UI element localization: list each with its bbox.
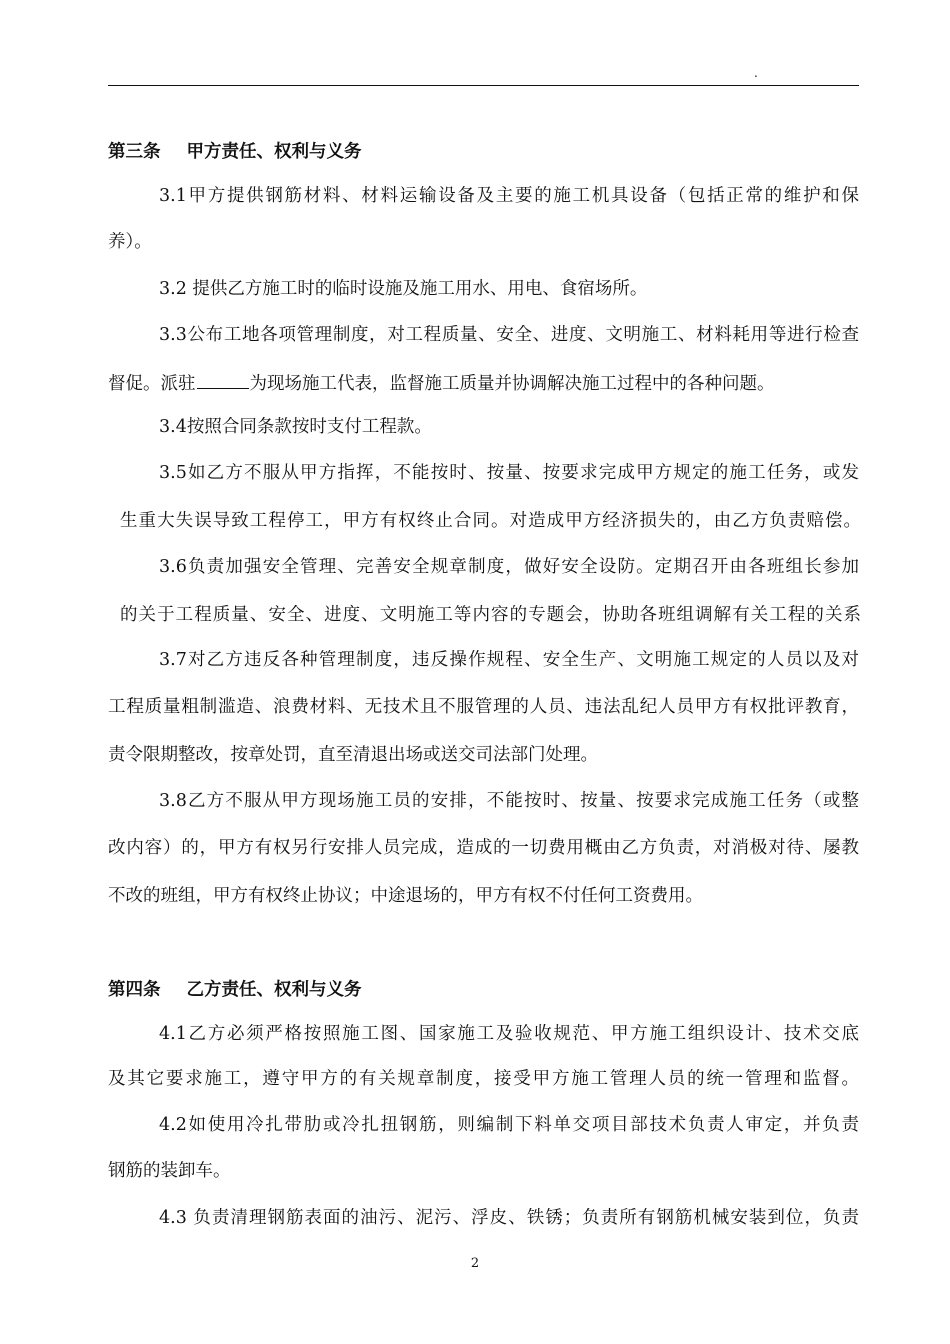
paragraph-3-3-line-1: 3.3公布工地各项管理制度，对工程质量、安全、进度、文明施工、材料耗用等进行检查 [159, 325, 859, 345]
paragraph-3-2: 3.2 提供乙方施工时的临时设施及施工用水、用电、食宿场所。 [159, 279, 648, 299]
paragraph-4-1-line-2: 及其它要求施工，遵守甲方的有关规章制度，接受甲方施工管理人员的统一管理和监督。 [108, 1069, 859, 1089]
section3-heading-number: 第三条 [108, 142, 161, 162]
paragraph-3-4: 3.4按照合同条款按时支付工程款。 [159, 417, 432, 437]
section3-heading [108, 139, 868, 165]
section4-heading-number: 第四条 [108, 980, 161, 1000]
paragraph-3-3-text-b: 为现场施工代表，监督施工质量并协调解决施工过程中的各种问题。 [249, 374, 775, 394]
section4-heading-text: 乙方责任、权利与义务 [186, 980, 362, 1000]
paragraph-3-6-line-1: 3.6负责加强安全管理、完善安全规章制度，做好安全设防。定期召开由各班组长参加 [159, 557, 859, 577]
paragraph-3-5-line-2: 生重大失误导致工程停工，甲方有权终止合同。对造成甲方经济损失的，由乙方负责赔偿。 [120, 511, 861, 531]
paragraph-3-8-line-3: 不改的班组，甲方有权终止协议；中途退场的，甲方有权不付任何工资费用。 [108, 886, 703, 906]
paragraph-4-2-line-2: 钢筋的装卸车。 [108, 1161, 231, 1181]
paragraph-3-8-line-1: 3.8乙方不服从甲方现场施工员的安排，不能按时、按量、按要求完成施工任务（或整 [159, 791, 859, 811]
paragraph-4-1-line-1: 4.1乙方必须严格按照施工图、国家施工及验收规范、甲方施工组织设计、技术交底 [159, 1024, 859, 1044]
paragraph-3-6-line-2: 的关于工程质量、安全、进度、文明施工等内容的专题会，协助各班组调解有关工程的关系 [120, 605, 861, 625]
paragraph-4-2-line-1: 4.2如使用冷扎带肋或冷扎扭钢筋，则编制下料单交项目部技术负责人审定，并负责 [159, 1115, 859, 1135]
paragraph-3-1-line-1: 3.1甲方提供钢筋材料、材料运输设备及主要的施工机具设备（包括正常的维护和保 [159, 186, 859, 206]
paragraph-3-7-line-3: 责令限期整改，按章处罚，直至清退出场或送交司法部门处理。 [108, 745, 598, 765]
representative-blank [197, 369, 249, 389]
paragraph-3-5-line-1: 3.5如乙方不服从甲方指挥，不能按时、按量、按要求完成甲方规定的施工任务，或发 [159, 463, 859, 483]
paragraph-3-3-line-2 [108, 369, 868, 395]
paragraph-3-8-line-2: 改内容）的，甲方有权另行安排人员完成，造成的一切费用概由乙方负责，对消极对待、屡教 [108, 838, 859, 858]
header-dot: . [754, 66, 758, 80]
paragraph-3-7-line-1: 3.7对乙方违反各种管理制度，违反操作规程、安全生产、文明施工规定的人员以及对 [159, 650, 859, 670]
header-line [108, 85, 859, 86]
paragraph-3-1-line-2: 养）。 [108, 232, 152, 252]
section4-heading [108, 977, 868, 1003]
paragraph-3-3-text-a: 督促。派驻 [108, 374, 196, 394]
paragraph-4-3-line-1: 4.3 负责清理钢筋表面的油污、泥污、浮皮、铁锈；负责所有钢筋机械安装到位，负责 [159, 1208, 859, 1228]
page-number: 2 [470, 1256, 480, 1271]
paragraph-3-7-line-2: 工程质量粗制滥造、浪费材料、无技术且不服管理的人员、违法乱纪人员甲方有权批评教育， [108, 697, 859, 717]
section3-heading-text: 甲方责任、权利与义务 [186, 142, 362, 162]
